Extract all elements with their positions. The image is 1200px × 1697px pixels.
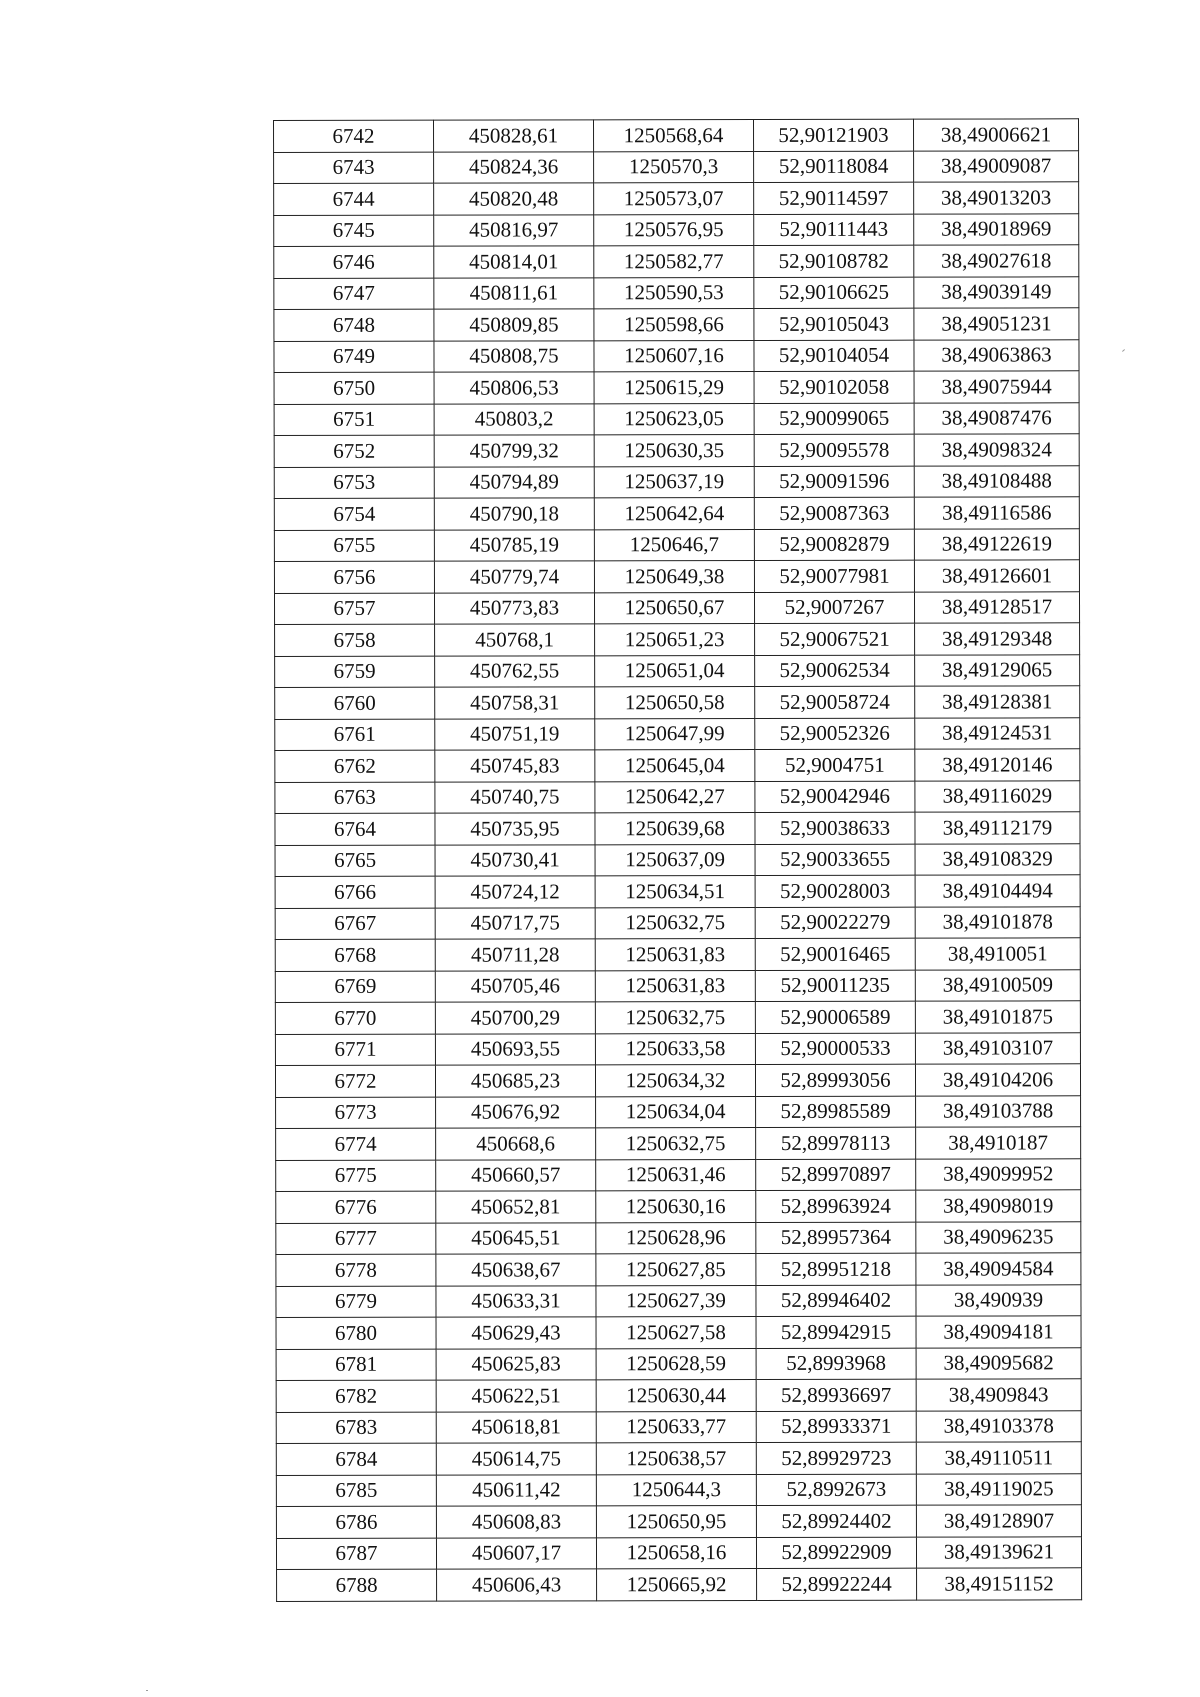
point-number-cell: 6772: [275, 1065, 435, 1097]
longitude-cell: 38,49128517: [914, 591, 1079, 623]
point-number-cell: 6745: [274, 215, 434, 247]
longitude-cell: 38,49009087: [914, 150, 1079, 182]
longitude-cell: 38,49151152: [917, 1568, 1082, 1600]
point-number-cell: 6765: [275, 845, 435, 877]
point-number-cell: 6775: [276, 1160, 436, 1192]
longitude-cell: 38,49112179: [915, 812, 1080, 844]
point-number-cell: 6776: [276, 1191, 436, 1223]
y-coordinate-cell: 1250637,19: [594, 466, 754, 498]
point-number-cell: 6752: [274, 435, 434, 467]
table-row: [275, 780, 1080, 813]
latitude-cell: 52,89951218: [756, 1253, 916, 1285]
y-coordinate-cell: 1250628,59: [596, 1348, 756, 1380]
y-coordinate-cell: 1250642,27: [595, 781, 755, 813]
point-number-cell: 6757: [274, 593, 434, 625]
longitude-cell: 38,4910051: [915, 938, 1080, 970]
y-coordinate-cell: 1250630,44: [596, 1379, 756, 1411]
table-row: [274, 528, 1079, 561]
longitude-cell: 38,49103378: [916, 1410, 1081, 1442]
point-number-cell: 6779: [276, 1286, 436, 1318]
latitude-cell: 52,90111443: [754, 214, 914, 246]
y-coordinate-cell: 1250646,7: [594, 529, 754, 561]
latitude-cell: 52,90052326: [755, 718, 915, 750]
y-coordinate-cell: 1250637,09: [595, 844, 755, 876]
x-coordinate-cell: 450668,6: [436, 1128, 596, 1160]
y-coordinate-cell: 1250623,05: [594, 403, 754, 435]
longitude-cell: 38,49128907: [916, 1505, 1081, 1537]
table-row: [276, 1505, 1081, 1538]
point-number-cell: 6787: [276, 1538, 436, 1570]
longitude-cell: 38,49087476: [914, 402, 1079, 434]
longitude-cell: 38,49018969: [914, 213, 1079, 245]
x-coordinate-cell: 450740,75: [435, 781, 595, 813]
x-coordinate-cell: 450614,75: [436, 1443, 596, 1475]
latitude-cell: 52,89970897: [756, 1159, 916, 1191]
table-row: [274, 339, 1079, 372]
x-coordinate-cell: 450611,42: [436, 1474, 596, 1506]
longitude-cell: 38,49100509: [915, 969, 1080, 1001]
latitude-cell: 52,89978113: [756, 1127, 916, 1159]
point-number-cell: 6768: [275, 939, 435, 971]
table-row: [276, 1221, 1081, 1254]
longitude-cell: 38,49104494: [915, 875, 1080, 907]
table-row: [275, 969, 1080, 1002]
y-coordinate-cell: 1250607,16: [594, 340, 754, 372]
table-row: [276, 1473, 1081, 1506]
longitude-cell: 38,49095682: [916, 1347, 1081, 1379]
latitude-cell: 52,89922909: [756, 1537, 916, 1569]
table-row: [274, 213, 1079, 246]
latitude-cell: 52,90118084: [754, 151, 914, 183]
point-number-cell: 6771: [275, 1034, 435, 1066]
y-coordinate-cell: 1250590,53: [594, 277, 754, 309]
y-coordinate-cell: 1250651,23: [595, 623, 755, 655]
x-coordinate-cell: 450816,97: [434, 214, 594, 246]
point-number-cell: 6766: [275, 876, 435, 908]
longitude-cell: 38,49013203: [914, 182, 1079, 214]
longitude-cell: 38,49051231: [914, 308, 1079, 340]
latitude-cell: 52,89933371: [756, 1411, 916, 1443]
longitude-cell: 38,49110511: [916, 1442, 1081, 1474]
latitude-cell: 52,8992673: [756, 1474, 916, 1506]
y-coordinate-cell: 1250632,75: [596, 1127, 756, 1159]
table-row: [275, 906, 1080, 939]
point-number-cell: 6758: [275, 624, 435, 656]
point-number-cell: 6762: [275, 750, 435, 782]
table-row: [274, 497, 1079, 530]
x-coordinate-cell: 450811,61: [434, 277, 594, 309]
x-coordinate-cell: 450693,55: [435, 1033, 595, 1065]
latitude-cell: 52,90095578: [754, 434, 914, 466]
point-number-cell: 6746: [274, 246, 434, 278]
latitude-cell: 52,90011235: [755, 970, 915, 1002]
x-coordinate-cell: 450618,81: [436, 1411, 596, 1443]
scan-speck: [1122, 349, 1125, 352]
point-number-cell: 6781: [276, 1349, 436, 1381]
latitude-cell: 52,89985589: [756, 1096, 916, 1128]
table-row: [274, 182, 1079, 215]
table-row: [274, 245, 1079, 278]
table-row: [275, 843, 1080, 876]
y-coordinate-cell: 1250632,75: [595, 1001, 755, 1033]
table-row: [275, 1001, 1080, 1034]
latitude-cell: 52,90108782: [754, 245, 914, 277]
latitude-cell: 52,90104054: [754, 340, 914, 372]
table-row: [275, 1064, 1080, 1097]
latitude-cell: 52,90058724: [755, 686, 915, 718]
y-coordinate-cell: 1250647,99: [595, 718, 755, 750]
table-row: [274, 276, 1079, 309]
y-coordinate-cell: 1250639,68: [595, 812, 755, 844]
table-row: [276, 1284, 1081, 1317]
point-number-cell: 6767: [275, 908, 435, 940]
table-row: [275, 938, 1080, 971]
x-coordinate-cell: 450779,74: [434, 561, 594, 593]
table-row: [276, 1095, 1081, 1128]
table-row: [277, 1568, 1082, 1601]
y-coordinate-cell: 1250665,92: [597, 1568, 757, 1600]
y-coordinate-cell: 1250598,66: [594, 308, 754, 340]
longitude-cell: 38,49099952: [916, 1158, 1081, 1190]
latitude-cell: 52,9004751: [755, 749, 915, 781]
x-coordinate-cell: 450803,2: [434, 403, 594, 435]
x-coordinate-cell: 450735,95: [435, 813, 595, 845]
y-coordinate-cell: 1250651,04: [595, 655, 755, 687]
table-row: [274, 560, 1079, 593]
point-number-cell: 6743: [274, 152, 434, 184]
y-coordinate-cell: 1250650,58: [595, 686, 755, 718]
latitude-cell: 52,90114597: [754, 182, 914, 214]
y-coordinate-cell: 1250570,3: [594, 151, 754, 183]
longitude-cell: 38,49101875: [915, 1001, 1080, 1033]
y-coordinate-cell: 1250627,85: [596, 1253, 756, 1285]
point-number-cell: 6750: [274, 372, 434, 404]
latitude-cell: 52,90077981: [754, 560, 914, 592]
latitude-cell: 52,90082879: [754, 529, 914, 561]
table-row: [276, 1379, 1081, 1412]
longitude-cell: 38,49027618: [914, 245, 1079, 277]
x-coordinate-cell: 450638,67: [436, 1254, 596, 1286]
y-coordinate-cell: 1250644,3: [596, 1474, 756, 1506]
y-coordinate-cell: 1250630,16: [596, 1190, 756, 1222]
longitude-cell: 38,49128381: [915, 686, 1080, 718]
longitude-cell: 38,49094181: [916, 1316, 1081, 1348]
latitude-cell: 52,90033655: [755, 844, 915, 876]
x-coordinate-cell: 450751,19: [435, 718, 595, 750]
x-coordinate-cell: 450794,89: [434, 466, 594, 498]
latitude-cell: 52,89922244: [757, 1568, 917, 1600]
x-coordinate-cell: 450809,85: [434, 309, 594, 341]
point-number-cell: 6770: [275, 1002, 435, 1034]
y-coordinate-cell: 1250631,83: [595, 970, 755, 1002]
table-row: [276, 1127, 1081, 1160]
table-row: [275, 717, 1080, 750]
table-row: [276, 1347, 1081, 1380]
longitude-cell: 38,49126601: [914, 560, 1079, 592]
latitude-cell: 52,89924402: [756, 1505, 916, 1537]
x-coordinate-cell: 450711,28: [435, 939, 595, 971]
table-row: [276, 1158, 1081, 1191]
coordinates-table-body: [274, 119, 1082, 1601]
table-row: [276, 1410, 1081, 1443]
latitude-cell: 52,89957364: [756, 1222, 916, 1254]
y-coordinate-cell: 1250576,95: [594, 214, 754, 246]
point-number-cell: 6748: [274, 309, 434, 341]
x-coordinate-cell: 450808,75: [434, 340, 594, 372]
table-row: [276, 1253, 1081, 1286]
x-coordinate-cell: 450724,12: [435, 876, 595, 908]
point-number-cell: 6788: [277, 1569, 437, 1601]
latitude-cell: 52,90062534: [755, 655, 915, 687]
longitude-cell: 38,49101878: [915, 906, 1080, 938]
y-coordinate-cell: 1250649,38: [594, 560, 754, 592]
x-coordinate-cell: 450828,61: [434, 120, 594, 152]
longitude-cell: 38,49119025: [916, 1473, 1081, 1505]
table-row: [274, 119, 1079, 152]
longitude-cell: 38,49139621: [916, 1536, 1081, 1568]
longitude-cell: 38,4910187: [916, 1127, 1081, 1159]
y-coordinate-cell: 1250634,04: [596, 1096, 756, 1128]
x-coordinate-cell: 450607,17: [436, 1537, 596, 1569]
table-row: [276, 1536, 1081, 1569]
table-row: [274, 371, 1079, 404]
latitude-cell: 52,90067521: [755, 623, 915, 655]
point-number-cell: 6782: [276, 1380, 436, 1412]
longitude-cell: 38,49120146: [915, 749, 1080, 781]
y-coordinate-cell: 1250634,51: [595, 875, 755, 907]
x-coordinate-cell: 450820,48: [434, 183, 594, 215]
x-coordinate-cell: 450608,83: [436, 1506, 596, 1538]
latitude-cell: 52,90087363: [754, 497, 914, 529]
x-coordinate-cell: 450806,53: [434, 372, 594, 404]
point-number-cell: 6785: [276, 1475, 436, 1507]
longitude-cell: 38,49116029: [915, 780, 1080, 812]
point-number-cell: 6773: [276, 1097, 436, 1129]
point-number-cell: 6786: [276, 1506, 436, 1538]
x-coordinate-cell: 450622,51: [436, 1380, 596, 1412]
table-row: [275, 812, 1080, 845]
longitude-cell: 38,49039149: [914, 276, 1079, 308]
y-coordinate-cell: 1250634,32: [595, 1064, 755, 1096]
latitude-cell: 52,89993056: [755, 1064, 915, 1096]
table-row: [274, 591, 1079, 624]
latitude-cell: 52,90105043: [754, 308, 914, 340]
x-coordinate-cell: 450799,32: [434, 435, 594, 467]
latitude-cell: 52,90028003: [755, 875, 915, 907]
y-coordinate-cell: 1250582,77: [594, 245, 754, 277]
latitude-cell: 52,90022279: [755, 907, 915, 939]
x-coordinate-cell: 450717,75: [435, 907, 595, 939]
longitude-cell: 38,4909843: [916, 1379, 1081, 1411]
table-row: [276, 1442, 1081, 1475]
longitude-cell: 38,49098324: [914, 434, 1079, 466]
longitude-cell: 38,49104206: [915, 1064, 1080, 1096]
point-number-cell: 6784: [276, 1443, 436, 1475]
latitude-cell: 52,90102058: [754, 371, 914, 403]
table-row: [274, 434, 1079, 467]
table-row: [276, 1316, 1081, 1349]
y-coordinate-cell: 1250573,07: [594, 182, 754, 214]
x-coordinate-cell: 450730,41: [435, 844, 595, 876]
latitude-cell: 52,90042946: [755, 781, 915, 813]
longitude-cell: 38,49096235: [916, 1221, 1081, 1253]
point-number-cell: 6755: [274, 530, 434, 562]
y-coordinate-cell: 1250633,77: [596, 1411, 756, 1443]
point-number-cell: 6774: [276, 1128, 436, 1160]
point-number-cell: 6744: [274, 183, 434, 215]
longitude-cell: 38,49063863: [914, 339, 1079, 371]
longitude-cell: 38,49075944: [914, 371, 1079, 403]
point-number-cell: 6759: [275, 656, 435, 688]
latitude-cell: 52,90000533: [755, 1033, 915, 1065]
point-number-cell: 6777: [276, 1223, 436, 1255]
x-coordinate-cell: 450745,83: [435, 750, 595, 782]
x-coordinate-cell: 450762,55: [435, 655, 595, 687]
point-number-cell: 6753: [274, 467, 434, 499]
x-coordinate-cell: 450645,51: [436, 1222, 596, 1254]
y-coordinate-cell: 1250628,96: [596, 1222, 756, 1254]
x-coordinate-cell: 450685,23: [435, 1065, 595, 1097]
table-row: [275, 749, 1080, 782]
table-row: [276, 1190, 1081, 1223]
point-number-cell: 6749: [274, 341, 434, 373]
longitude-cell: 38,49108329: [915, 843, 1080, 875]
latitude-cell: 52,90106625: [754, 277, 914, 309]
y-coordinate-cell: 1250658,16: [596, 1537, 756, 1569]
longitude-cell: 38,49006621: [913, 119, 1078, 151]
point-number-cell: 6783: [276, 1412, 436, 1444]
table-row: [274, 402, 1079, 435]
table-row: [275, 623, 1080, 656]
x-coordinate-cell: 450814,01: [434, 246, 594, 278]
table-row: [274, 308, 1079, 341]
point-number-cell: 6763: [275, 782, 435, 814]
latitude-cell: 52,89929723: [756, 1442, 916, 1474]
y-coordinate-cell: 1250631,83: [595, 938, 755, 970]
latitude-cell: 52,8993968: [756, 1348, 916, 1380]
y-coordinate-cell: 1250632,75: [595, 907, 755, 939]
longitude-cell: 38,49103788: [916, 1095, 1081, 1127]
y-coordinate-cell: 1250650,67: [594, 592, 754, 624]
latitude-cell: 52,89963924: [756, 1190, 916, 1222]
y-coordinate-cell: 1250631,46: [596, 1159, 756, 1191]
longitude-cell: 38,490939: [916, 1284, 1081, 1316]
x-coordinate-cell: 450773,83: [434, 592, 594, 624]
coordinates-table: [273, 118, 1082, 1601]
x-coordinate-cell: 450768,1: [435, 624, 595, 656]
x-coordinate-cell: 450660,57: [436, 1159, 596, 1191]
y-coordinate-cell: 1250630,35: [594, 434, 754, 466]
longitude-cell: 38,49116586: [914, 497, 1079, 529]
point-number-cell: 6769: [275, 971, 435, 1003]
point-number-cell: 6780: [276, 1317, 436, 1349]
latitude-cell: 52,90099065: [754, 403, 914, 435]
point-number-cell: 6742: [274, 120, 434, 152]
point-number-cell: 6764: [275, 813, 435, 845]
table-row: [274, 465, 1079, 498]
longitude-cell: 38,49098019: [916, 1190, 1081, 1222]
table-row: [275, 875, 1080, 908]
table-row: [274, 150, 1079, 183]
y-coordinate-cell: 1250627,58: [596, 1316, 756, 1348]
point-number-cell: 6761: [275, 719, 435, 751]
point-number-cell: 6756: [274, 561, 434, 593]
y-coordinate-cell: 1250645,04: [595, 749, 755, 781]
latitude-cell: 52,90121903: [754, 119, 914, 151]
longitude-cell: 38,49129348: [915, 623, 1080, 655]
latitude-cell: 52,89936697: [756, 1379, 916, 1411]
latitude-cell: 52,90006589: [755, 1001, 915, 1033]
y-coordinate-cell: 1250638,57: [596, 1442, 756, 1474]
y-coordinate-cell: 1250650,95: [596, 1505, 756, 1537]
x-coordinate-cell: 450785,19: [434, 529, 594, 561]
latitude-cell: 52,89946402: [756, 1285, 916, 1317]
x-coordinate-cell: 450633,31: [436, 1285, 596, 1317]
longitude-cell: 38,49094584: [916, 1253, 1081, 1285]
x-coordinate-cell: 450705,46: [435, 970, 595, 1002]
longitude-cell: 38,49122619: [914, 528, 1079, 560]
y-coordinate-cell: 1250615,29: [594, 371, 754, 403]
x-coordinate-cell: 450676,92: [436, 1096, 596, 1128]
y-coordinate-cell: 1250627,39: [596, 1285, 756, 1317]
x-coordinate-cell: 450652,81: [436, 1191, 596, 1223]
scan-speck: [146, 1690, 148, 1691]
point-number-cell: 6751: [274, 404, 434, 436]
x-coordinate-cell: 450700,29: [435, 1002, 595, 1034]
point-number-cell: 6778: [276, 1254, 436, 1286]
x-coordinate-cell: 450790,18: [434, 498, 594, 530]
latitude-cell: 52,90091596: [754, 466, 914, 498]
longitude-cell: 38,49103107: [915, 1032, 1080, 1064]
longitude-cell: 38,49129065: [915, 654, 1080, 686]
x-coordinate-cell: 450824,36: [434, 151, 594, 183]
y-coordinate-cell: 1250568,64: [594, 119, 754, 151]
table-row: [275, 686, 1080, 719]
point-number-cell: 6760: [275, 687, 435, 719]
x-coordinate-cell: 450629,43: [436, 1317, 596, 1349]
latitude-cell: 52,89942915: [756, 1316, 916, 1348]
x-coordinate-cell: 450606,43: [437, 1569, 597, 1601]
point-number-cell: 6747: [274, 278, 434, 310]
latitude-cell: 52,90038633: [755, 812, 915, 844]
longitude-cell: 38,49108488: [914, 465, 1079, 497]
latitude-cell: 52,90016465: [755, 938, 915, 970]
latitude-cell: 52,9007267: [754, 592, 914, 624]
x-coordinate-cell: 450758,31: [435, 687, 595, 719]
y-coordinate-cell: 1250633,58: [595, 1033, 755, 1065]
longitude-cell: 38,49124531: [915, 717, 1080, 749]
x-coordinate-cell: 450625,83: [436, 1348, 596, 1380]
table-row: [275, 1032, 1080, 1065]
y-coordinate-cell: 1250642,64: [594, 497, 754, 529]
point-number-cell: 6754: [274, 498, 434, 530]
table-row: [275, 654, 1080, 687]
